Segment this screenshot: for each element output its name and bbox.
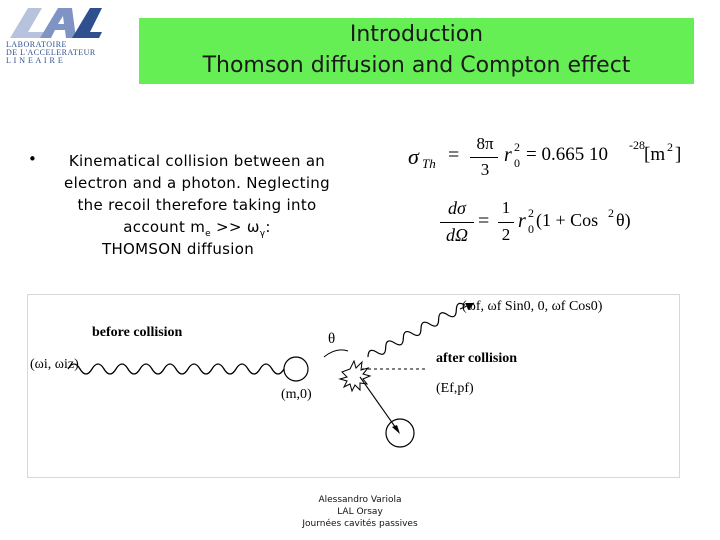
eq2-r-sub: 0 xyxy=(528,222,534,236)
bullet-line-2: electron and a photon. Neglecting xyxy=(64,174,330,192)
recoil-electron-path xyxy=(360,377,398,431)
slide-title: Introduction xyxy=(349,22,484,47)
eq1-equals: = xyxy=(448,144,460,166)
eq2-half-den: 2 xyxy=(501,225,511,244)
eq1-unit-close: ] xyxy=(675,144,682,165)
footer-author: Alessandro Variola xyxy=(318,495,402,505)
eq2-tail-sup: 2 xyxy=(608,206,614,220)
eq1-denominator: 3 xyxy=(480,160,490,179)
logo-line-3: L I N E A I R E xyxy=(6,56,64,65)
final-electron-state: (Ef,pf) xyxy=(436,381,474,396)
bullet-line-3: the recoil therefore taking into xyxy=(77,196,317,214)
electron-after-circle xyxy=(386,419,414,447)
footer-event: Journées cavités passives xyxy=(302,519,418,529)
slide-subtitle: Thomson diffusion and Compton effect xyxy=(202,53,631,78)
equation-differential-cross-section xyxy=(440,198,640,252)
bullet-line-4-mid: >> ω xyxy=(210,218,260,236)
recoil-electron-arrowhead xyxy=(392,425,400,434)
eq1-fraction-bar xyxy=(470,157,498,158)
bullet-line-4-sub2: γ xyxy=(259,229,266,239)
incoming-photon-wave xyxy=(68,364,296,374)
bullet-line-4-sub: e xyxy=(205,229,211,239)
eq1-sigma: σ xyxy=(408,144,419,169)
eq2-r: r xyxy=(518,210,526,232)
logo-line-2: DE L'ACCELERATEUR xyxy=(6,48,96,57)
collision-diagram-svg xyxy=(28,295,679,477)
bullet-line-4-post: : xyxy=(265,218,271,236)
collision-starburst xyxy=(340,361,370,391)
eq2-half-num: 1 xyxy=(501,198,511,217)
thomson-label: THOMSON diffusion xyxy=(102,240,255,258)
scatter-angle-label: θ xyxy=(328,331,336,347)
slide-title-banner xyxy=(139,18,694,84)
lal-logo-letters xyxy=(6,4,102,40)
eq2-denominator: dΩ xyxy=(445,225,469,245)
electron-initial-state: (m,0) xyxy=(281,387,312,402)
eq2-numerator: dσ xyxy=(448,198,466,218)
eq2-tail: (1 + Cos xyxy=(536,210,599,230)
eq2-tail-end: θ) xyxy=(616,210,631,230)
slide-footer xyxy=(290,494,430,530)
eq2-equals: = xyxy=(478,210,490,232)
eq1-sigma-sub: Th xyxy=(422,156,436,171)
eq1-r-sub: 0 xyxy=(514,156,520,170)
eq2-fraction-bar xyxy=(440,222,474,223)
bullet-line-4-pre: account m xyxy=(123,218,206,236)
eq1-r-sup: 2 xyxy=(514,140,520,154)
bullet-marker: • xyxy=(28,150,37,168)
angle-arc xyxy=(324,350,348,357)
eq1-numerator: 8π xyxy=(476,134,494,153)
scattered-photon-state: (ωf, ωf Sin0, 0, ωf Cos0) xyxy=(462,299,603,314)
lal-logo xyxy=(2,2,112,64)
after-collision-label: after collision xyxy=(436,351,518,366)
eq1-unit: [m xyxy=(644,144,666,165)
footer-institute: LAL Orsay xyxy=(337,507,383,517)
collision-diagram xyxy=(27,294,680,478)
equation-thomson-cross-section xyxy=(408,134,688,184)
bullet-text xyxy=(44,150,350,245)
before-collision-label: before collision xyxy=(92,325,183,340)
initial-photon-state: (ωi, ωiz) xyxy=(30,357,79,372)
eq1-r: r xyxy=(504,144,512,166)
electron-before-circle xyxy=(284,357,308,381)
eq2-half-bar xyxy=(498,222,514,223)
logo-line-1: LABORATOIRE xyxy=(6,40,67,49)
bullet-line-1: Kinematical collision between an xyxy=(68,152,326,170)
eq2-r-sup: 2 xyxy=(528,206,534,220)
eq1-unit-sup: 2 xyxy=(667,140,673,154)
eq1-value: = 0.665 10 xyxy=(526,144,608,165)
eq1-exponent: -28 xyxy=(629,138,645,152)
